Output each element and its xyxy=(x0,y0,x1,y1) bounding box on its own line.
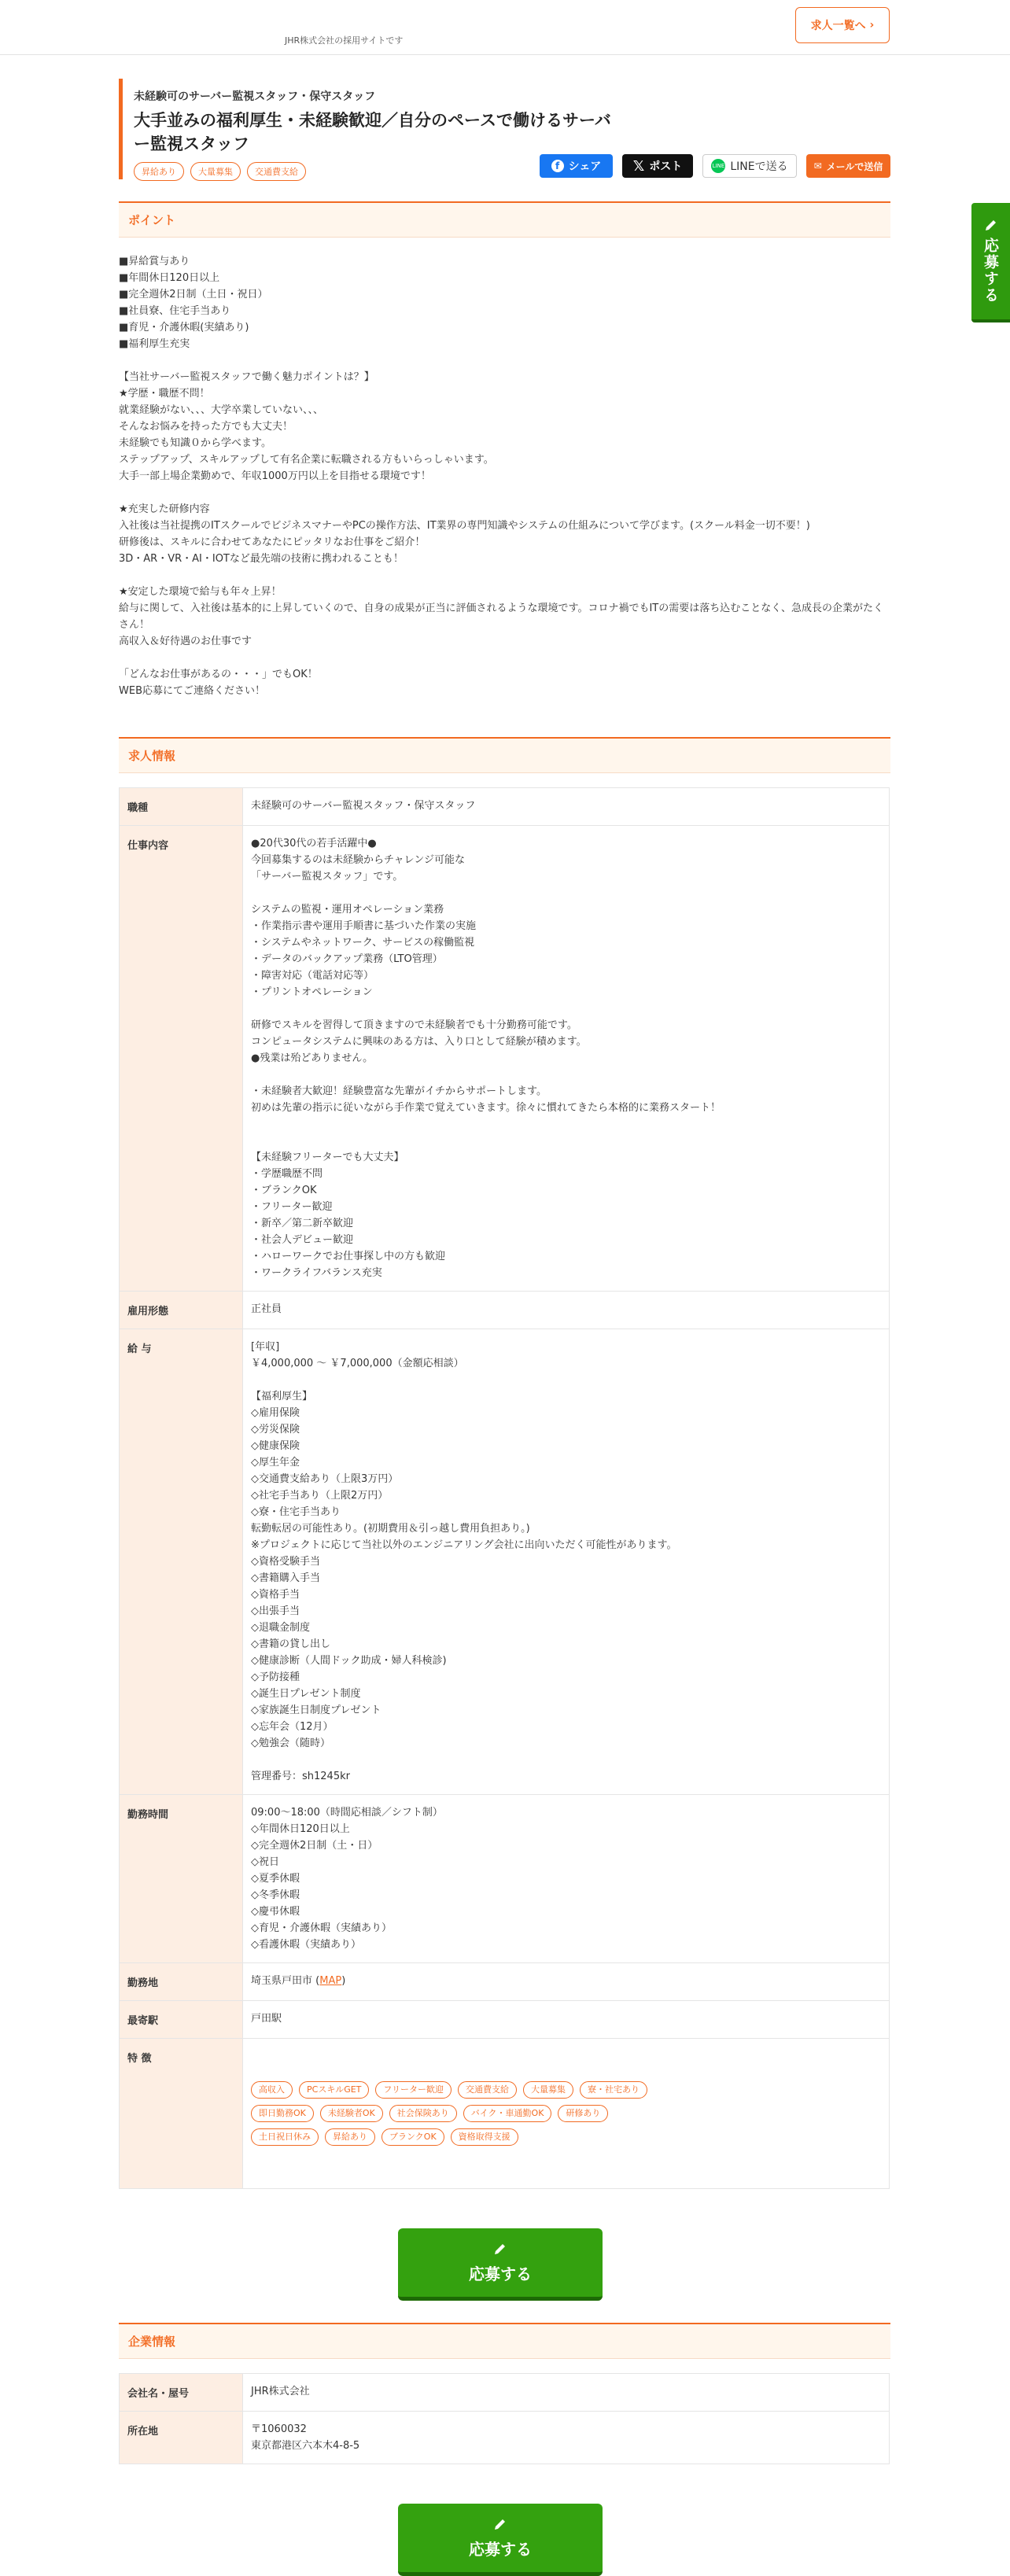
row-label: 最寄駅 xyxy=(120,2001,243,2039)
pencil-icon xyxy=(983,217,999,233)
x-icon: 𝕏 xyxy=(632,157,645,175)
chevron-right-icon: › xyxy=(865,19,875,31)
feature-tag: フリーター歓迎 xyxy=(375,2081,452,2099)
company-address: 〒1060032 東京都港区六本木4-8-5 xyxy=(243,2412,890,2464)
pencil-icon xyxy=(492,2241,508,2257)
feature-tag: 研修あり xyxy=(558,2105,608,2122)
row-value: 未経験可のサーバー監視スタッフ・保守スタッフ xyxy=(243,788,890,826)
map-link[interactable]: MAP xyxy=(319,1975,342,1987)
table-row xyxy=(120,2001,890,2039)
feature-tag: 大量募集 xyxy=(523,2081,573,2099)
table-row xyxy=(120,1292,890,1329)
company-heading: 企業情報 xyxy=(119,2323,890,2359)
feature-tag: 社会保険あり xyxy=(389,2105,457,2122)
row-label: 給 与 xyxy=(120,1329,243,1795)
row-value: ●20代30代の若手活躍中● 今回募集するのは未経験からチャレンジ可能な 「サーバー監視スタッフ」です。 システムの監視・運用オペレーション業務 ・作業指示書や運用手順書に基づいた作業の実施 ・システムやネットワーク、サービスの稼働監視 ・データのバックアップ業務（LTO管理） ・障害対応（電話対応等） ・プリントオペレーション 研修でスキルを習得して頂きますので未経験者でも十分勤務可能です。 コンピュータシステムに興味のある方は、入り口として経験が積めます。 ●残業は殆どありません。 ・未経験者大歓迎！経験豊富な先輩がイチからサポートします。 初めは先輩の指示に従いながら手作業で覚えていきます。徐々に慣れてきたら本格的に業務スタート！ 【未経験フリーターでも大丈夫】 ・学歴職歴不問 ・ブランクOK ・フリーター歓迎 ・新卒／第二新卒歓迎 ・社会人デビュー歓迎 ・ハローワークでお仕事探し中の方も歓迎 ・ワークライフバランス充実 xyxy=(243,826,890,1292)
job-info-heading: 求人情報 xyxy=(119,737,890,773)
row-label: 会社名・屋号 xyxy=(120,2374,243,2412)
table-row xyxy=(120,2039,890,2189)
mail-icon: ✉ xyxy=(813,160,822,171)
line-icon: LINE xyxy=(711,159,725,173)
facebook-share-button[interactable]: f シェア xyxy=(540,154,613,178)
x-post-button[interactable]: 𝕏 ポスト xyxy=(622,154,693,178)
row-value: 埼玉県戸田市 (MAP) xyxy=(243,1963,890,2001)
feature-tag: 資格取得支援 xyxy=(451,2128,518,2146)
row-value xyxy=(243,2039,890,2189)
row-label: 職種 xyxy=(120,788,243,826)
mail-share-button[interactable]: ✉ メールで送信 xyxy=(806,154,890,178)
job-title-box xyxy=(119,79,890,179)
row-value: 09:00〜18:00（時間応相談／シフト制） ◇年間休日120日以上 ◇完全週休2日制（土・日） ◇祝日 ◇夏季休暇 ◇冬季休暇 ◇慶弔休暇 ◇育児・介護休暇（実績あり） ◇看護休暇（実績あり） xyxy=(243,1795,890,1963)
feature-tag: 交通費支給 xyxy=(458,2081,517,2099)
feature-tag: 即日勤務OK xyxy=(251,2105,314,2122)
table-row xyxy=(120,1963,890,2001)
site-description: JHR株式会社の採用サイトです xyxy=(285,35,404,46)
location-value: 埼玉県戸田市 xyxy=(251,1975,313,1987)
job-tag: 昇給あり xyxy=(134,162,184,181)
row-value: 戸田駅 xyxy=(243,2001,890,2039)
job-subtitle: 未経験可のサーバー監視スタッフ・保守スタッフ xyxy=(134,90,376,103)
company-table xyxy=(119,2373,890,2464)
job-info-table xyxy=(119,787,890,2189)
row-label: 勤務時間 xyxy=(120,1795,243,1963)
feature-tag: 寮・社宅あり xyxy=(580,2081,647,2099)
row-label: 仕事内容 xyxy=(120,826,243,1292)
row-label: 特 徴 xyxy=(120,2039,243,2189)
row-label: 勤務地 xyxy=(120,1963,243,2001)
feature-tag: 土日祝日休み xyxy=(251,2128,319,2146)
main-content xyxy=(119,79,890,2576)
side-apply-button[interactable]: 応募する xyxy=(971,203,1010,322)
job-title: 大手並みの福利厚生・未経験歓迎／自分のペースで働けるサーバー監視スタッフ xyxy=(134,111,611,153)
feature-tag: PCスキルGET xyxy=(299,2081,369,2099)
site-header xyxy=(0,0,1010,55)
line-share-button[interactable]: LINE LINEで送る xyxy=(702,154,797,178)
row-label: 雇用形態 xyxy=(120,1292,243,1329)
pencil-icon xyxy=(492,2516,508,2532)
job-tag: 大量募集 xyxy=(190,162,241,181)
table-row xyxy=(120,1329,890,1795)
apply-button[interactable]: 応募する xyxy=(398,2228,603,2301)
points-body: ■昇給賞与あり ■年間休日120日以上 ■完全週休2日制（土日・祝日） ■社員寮、住宅手当あり ■育児・介護休暇(実績あり) ■福利厚生充実 【当社サーバー監視スタッフで働く魅力ポイントは？】 ★学歴・職歴不問！ 就業経験がない、、、大学卒業していない、、、 そんなお悩みを持った方でも大丈夫！ 未経験でも知識０から学べます。 ステップアップ、スキルアップして有名企業に転職される方もいらっしゃいます。 大手一部上場企業勤めで、年収1000万円以上を目指せる環境です！ ★充実した研修内容 入社後は当社提携のITスクールでビジネスマナーやPCの操作方法、IT業界の専門知識やシステムの仕組みについて学びます。(スクール料金一切不要！) 研修後は、スキルに合わせてあなたにピッタリなお仕事をご紹介！ 3D・AR・VR・AI・IOTなど最先端の技術に携われることも！ ★安定した環境で給与も年々上昇！ 給与に関して、入社後は基本的に上昇していくので、自身の成果が正当に評価されるような環境です。コロナ禍でもITの需要は落ち込むことなく、急成長の企業がたくさん！ 高収入＆好待遇のお仕事です 「どんなお仕事があるの・・・」でもOK！ WEB応募にてご連絡ください！ xyxy=(119,256,883,697)
table-row xyxy=(120,2374,890,2412)
feature-tags xyxy=(251,2081,676,2146)
share-buttons xyxy=(540,154,890,178)
table-row xyxy=(120,826,890,1292)
table-row xyxy=(120,1795,890,1963)
row-value: 正社員 xyxy=(243,1292,890,1329)
feature-tag: バイク・車通勤OK xyxy=(463,2105,552,2122)
feature-tag: 未経験者OK xyxy=(320,2105,383,2122)
table-row xyxy=(120,2412,890,2464)
feature-tag: 高収入 xyxy=(251,2081,293,2099)
row-label: 所在地 xyxy=(120,2412,243,2464)
company-name: JHR株式会社 xyxy=(243,2374,890,2412)
job-list-button[interactable]: 求人一覧へ › xyxy=(795,7,890,43)
facebook-icon: f xyxy=(551,160,564,172)
table-row xyxy=(120,788,890,826)
feature-tag: 昇給あり xyxy=(325,2128,375,2146)
points-heading: ポイント xyxy=(119,201,890,238)
job-tag: 交通費支給 xyxy=(247,162,306,181)
row-value: [年収] ￥4,000,000 〜 ￥7,000,000（金額応相談） 【福利厚生】 ◇雇用保険 ◇労災保険 ◇健康保険 ◇厚生年金 ◇交通費支給あり（上限3万円） ◇社宅手当あり（上限2万円） ◇寮・住宅手当あり 転勤転居の可能性あり。(初期費用＆引っ越し費用負担あり。) ※プロジェクトに応じて当社以外のエンジニアリング会社に出向いただく可能性があります。 ◇資格受験手当 ◇書籍購入手当 ◇資格手当 ◇出張手当 ◇退職金制度 ◇書籍の貸し出し ◇健康診断（人間ドック助成・婦人科検診) ◇予防接種 ◇誕生日プレゼント制度 ◇家族誕生日制度プレゼント ◇忘年会（12月） ◇勉強会（随時） 管理番号：sh1245kr xyxy=(243,1329,890,1795)
feature-tag: ブランクOK xyxy=(382,2128,444,2146)
apply-button-bottom[interactable]: 応募する xyxy=(398,2504,603,2576)
